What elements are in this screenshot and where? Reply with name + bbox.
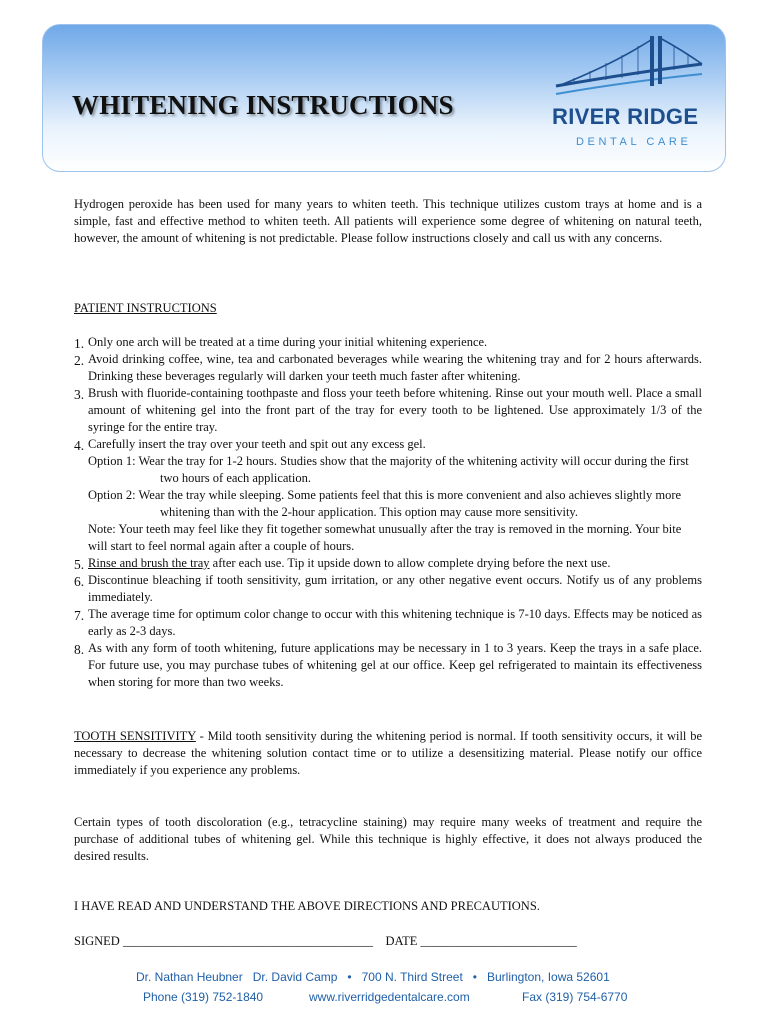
note: Note: Your teeth may feel like they fit together somewhat unusually after the tray is removed in the morning. Your bite will start to feel normal again after a couple of hours. [88, 522, 682, 553]
logo [540, 34, 720, 162]
signature-line [74, 934, 577, 949]
logo-name: RIVER RIDGE [552, 104, 699, 129]
date-label: DATE [385, 934, 418, 948]
signed-label: SIGNED [74, 934, 120, 948]
list-item: 8. As with any form of tooth whitening, future applications may be necessary in 1 to 3 years. Keep the trays in a safe place. For future use, you may purchase tubes of whitening gel at our office. Keep gel refrigerated to maintain its effectiveness when storing for more than two weeks. [74, 641, 702, 689]
footer-fax: Fax (319) 754-6770 [522, 990, 628, 1004]
bridge-logo-icon [554, 34, 704, 102]
patient-instructions-heading: PATIENT INSTRUCTIONS [74, 301, 217, 315]
footer-website: www.riverridgedentalcare.com [309, 990, 470, 1004]
intro-paragraph: Hydrogen peroxide has been used for many years to whiten teeth. This technique utilizes custom trays at home and is a simple, fast and effective method to whiten teeth. All patients will experience some degree of whitening on natural teeth, however, the amount of whitening is not predictable. Please follow instructions closely and call us with any concerns. [74, 197, 702, 245]
footer-phone: Phone (319) 752-1840 [143, 990, 264, 1004]
signed-field: ________________________________________ [122, 934, 373, 948]
instruction-list [74, 334, 702, 691]
list-item: 4. Carefully insert the tray over your teeth and spit out any excess gel. [74, 437, 426, 453]
tooth-sensitivity-heading: TOOTH SENSITIVITY [74, 729, 196, 743]
list-item: 3. Brush with fluoride-containing toothpaste and floss your teeth before whitening. Rinse out your mouth well. Place a small amount of whitening gel into the front part of the tray for every tooth to be lightened. Use approximately 1/3 of the syringe for the entire tray. [74, 386, 702, 434]
logo-subtitle: DENTAL CARE [576, 136, 692, 148]
option-1: Option 1: Wear the tray for 1-2 hours. Studies show that the majority of the whitening activity will occur during the first two hours of each application. [88, 454, 689, 485]
list-item: 1. Only one arch will be treated at a time during your initial whitening experience. [74, 335, 488, 351]
option-2: Option 2: Wear the tray while sleeping. Some patients feel that this is more convenient and also achieves slightly more whitening than with the 2-hour application. This option may cause more sensitivity. [88, 488, 682, 519]
tooth-sensitivity-paragraph: TOOTH SENSITIVITY - Mild tooth sensitivity during the whitening period is normal. If tooth sensitivity occurs, it will be necessary to decrease the whitening solution contact time or to utilize a desensitizing material. Please notify our office immediately if you experience any problems. [74, 729, 702, 777]
list-item: 6. Discontinue bleaching if tooth sensitivity, gum irritation, or any other negative event occurs. Notify us of any problems immediately. [74, 573, 702, 604]
list-item: 2. Avoid drinking coffee, wine, tea and carbonated beverages while wearing the whitening tray and for 2 hours afterwards. Drinking these beverages regularly will darken your teeth much faster after whitening. [74, 352, 702, 383]
acknowledgement: I HAVE READ AND UNDERSTAND THE ABOVE DIRECTIONS AND PRECAUTIONS. [74, 899, 540, 913]
list-item: 7. The average time for optimum color change to occur with this whitening technique is 7-10 days. Effects may be noticed as early as 2-3 days. [74, 607, 702, 638]
discoloration-paragraph: Certain types of tooth discoloration (e.g., tetracycline staining) may require many weeks of treatment and require the purchase of additional tubes of whitening gel. While this technique is highly effective, it does not always produced the desired results. [74, 815, 702, 863]
date-field: _________________________ [420, 934, 577, 948]
list-item: 5. Rinse and brush the tray after each use. Tip it upside down to allow complete drying before the next use. [74, 556, 611, 572]
page-title: WHITENING INSTRUCTIONS [72, 90, 454, 120]
